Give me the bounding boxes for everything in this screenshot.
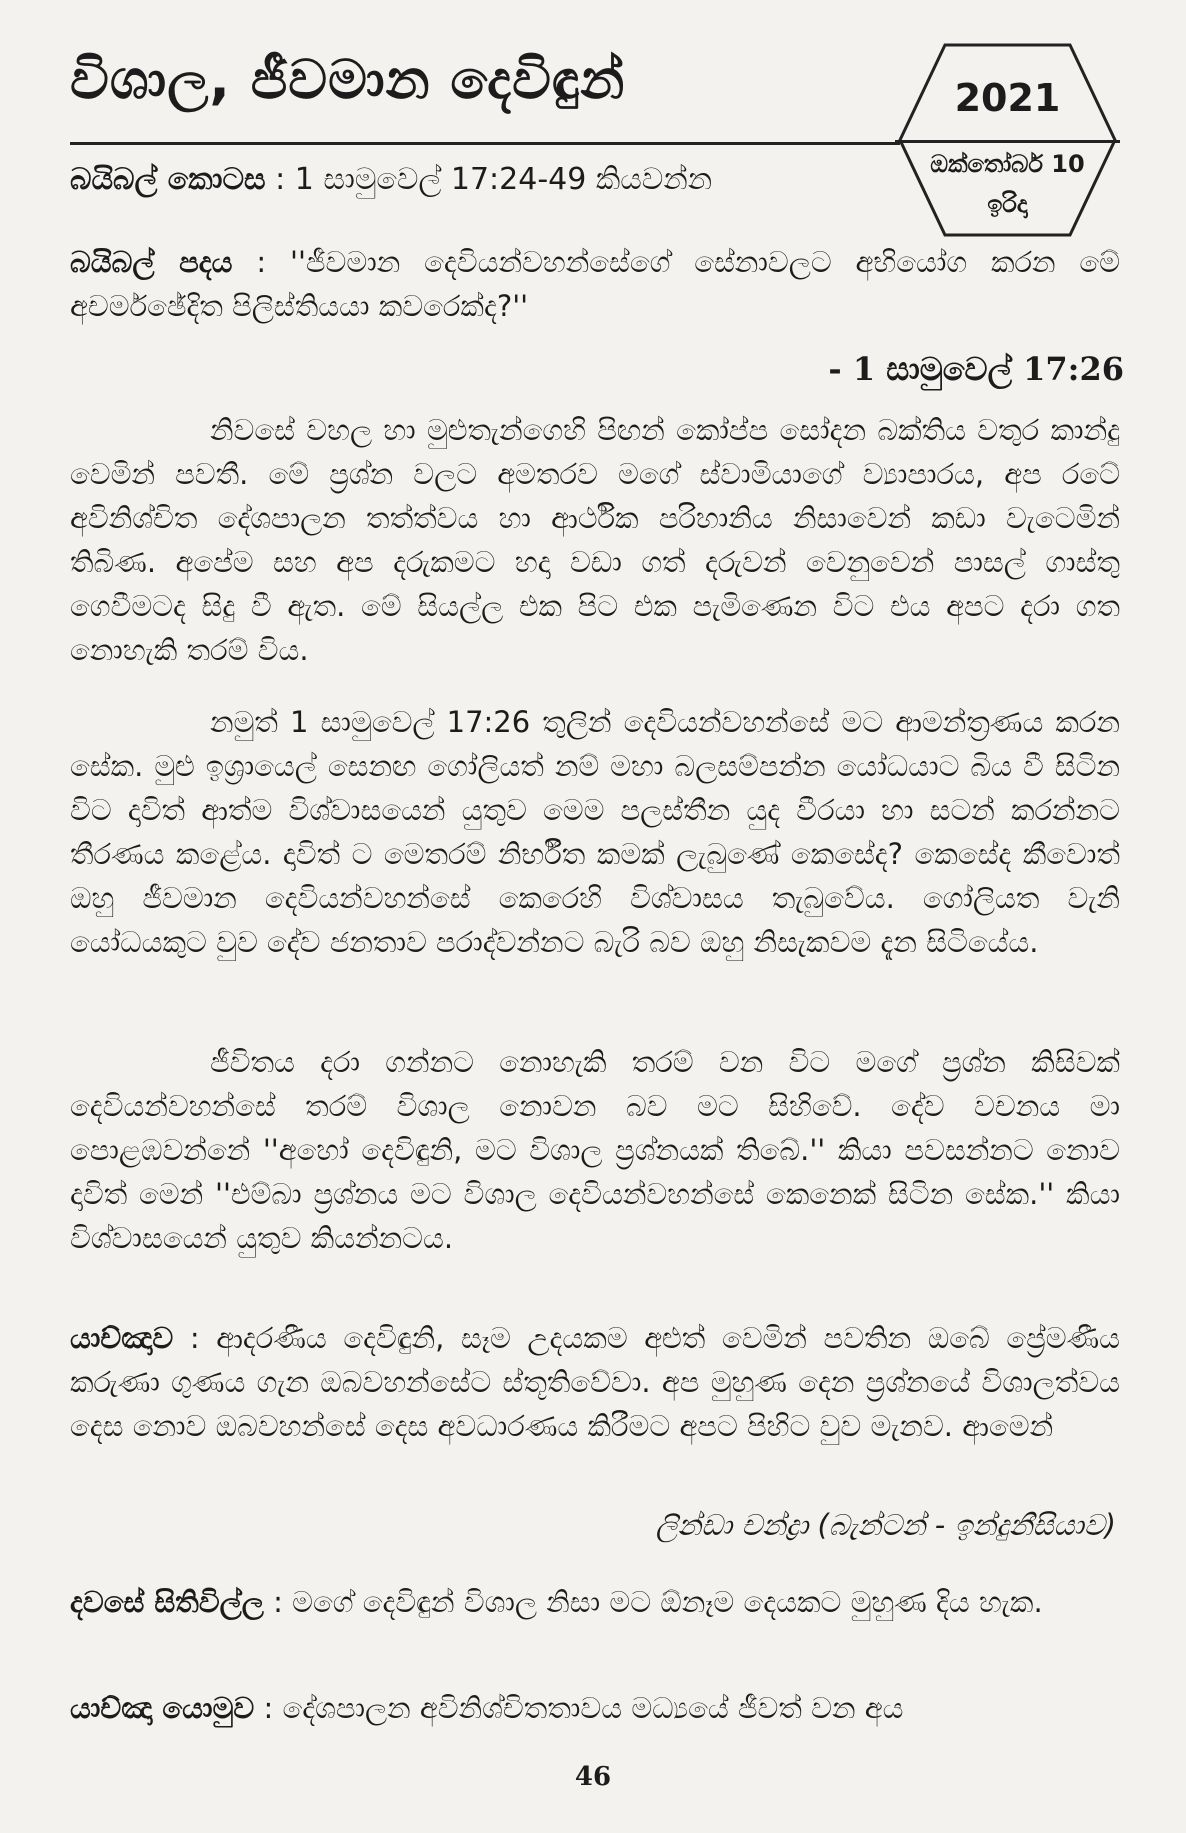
prayer-label: යාච්ඤාව bbox=[70, 1321, 174, 1355]
prayer-focus-label: යාච්ඤා යොමුව bbox=[70, 1691, 255, 1725]
thought-for-day bbox=[70, 1580, 1120, 1624]
date-day-month: ඔක්තෝබර් 10 bbox=[930, 150, 1085, 178]
bible-reading bbox=[70, 162, 712, 197]
body-paragraph-1: නිවසේ වහල හා මුළුතැන්ගෙහි පිඟන් කෝප්ප සෝදන බක්තිය වතුර කාන්දු වෙමින් පවතී. මේ ප්‍රශ්න වලට අමතරව මගේ ස්වාමියාගේ ව්‍යාපාරය, අප රටේ අවිනිශ්චිත දේශපාලන තත්ත්වය හා ආර්ථික පරිහානිය නිසාවෙන් කඩා වැටෙමින් තිබිණ. අපේම සහ අප දරුකමට හදා වඩා ගත් දරුවන් වෙනුවෙන් පාසල් ගාස්තු ගෙවීමටද සිදු වී ඇත. මේ සියල්ල එක පිට එක පැමිණෙන විට එය අපට දරා ගත නොහැකි තරම් විය. bbox=[70, 413, 1120, 667]
prayer-focus-text: : දේශපාලන අවිනිශ්චිතතාවය මධ්‍යයේ ජීවත් වන අය bbox=[263, 1691, 904, 1725]
page-number: 46 bbox=[574, 1762, 612, 1792]
prayer-text: : ආදරණීය දෙවිඳුනි, සෑම උදයකම අළුත් වෙමින් පවතින ඔබේ ප්‍රේමණීය කරුණා ගුණය ගැන ඔබවහන්සේට ස්තූතිවේවා. අප මුහුණ දෙන ප්‍රශ්නයේ විශාලත්වය දෙස නොව ඔබවහන්සේ දෙස අවධාරණය කිරීමට අපට පිහිට වුව මැනව. ආමෙන් bbox=[70, 1321, 1120, 1443]
prayer bbox=[70, 1316, 1120, 1448]
prayer-focus bbox=[70, 1686, 1120, 1730]
bible-reading-label: බයිබල් කොටස bbox=[70, 162, 266, 197]
thought-label: දවසේ සිතිවිල්ල bbox=[70, 1585, 264, 1619]
bible-reading-text: : 1 සාමුවෙල් 17:24-49 කියවන්න bbox=[275, 162, 713, 197]
date-weekday: ඉරිදා bbox=[987, 190, 1028, 218]
bible-verse-label: බයිබල් පදය bbox=[70, 245, 233, 279]
title-rule bbox=[70, 142, 900, 145]
verse-reference: - 1 සාමුවෙල් 17:26 bbox=[828, 350, 1124, 388]
author-credit: ලින්ඩා චන්ද්‍රා (බැන්ටන් - ඉන්දුනීසියාව) bbox=[655, 1508, 1116, 1542]
body-paragraph-2: නමුත් 1 සාමුවෙල් 17:26 තුලින් දෙවියන්වහන්සේ මට ආමන්ත්‍රණය කරන සේක. මුළු ඉශ්‍රායෙල් සෙනඟ ගෝලියත් නම් මහා බලසම්පන්න යෝධයාට බිය වී සිටින විට දාවිත් ආත්ම විශ්වාසයෙන් යුතුව මෙම පලස්තීන යුද වීරයා හා සටන් කරන්නට තීරණය කළේය. දාවිත් ට මෙතරම් නිර්භීත කමක් ලැබුණේ කෙසේද? කෙසේද කීවොත් ඔහු ජීවමාන දෙවියන්වහන්සේ කෙරෙහි විශ්වාසය තැබුවේය. ගෝලියත වැනි යෝධයකුට වුව දේව ජනතාව පරාද්වන්නට බැරි බව ඔහු නිසැකවම දැන සිටියේය. bbox=[70, 705, 1120, 959]
body-paragraph-3: ජීවිතය දරා ගන්නට නොහැකි තරම් වන විට මගේ ප්‍රශ්න කිසිවක් දෙවියන්වහන්සේ තරම් විශාල නොවන බව මට සිහිවේ. දේව වචනය මා පොළඹවන්නේ ''අහෝ දෙවිඳුනි, මට විශාල ප්‍රශ්නයක් තිබේ.'' කියා පවසන්නට නොව දාවිත් මෙන් ''එම්බා ප්‍රශ්නය මට විශාල දෙවියන්වහන්සේ කෙනෙක් සිටින සේක.'' කියා විශ්වාසයෙන් යුතුව කියන්නටය. bbox=[70, 1045, 1120, 1255]
date-year: 2021 bbox=[954, 76, 1061, 120]
bible-verse-text: : ''ජීවමාන දෙවියන්වහන්සේගේ සේනාවලට අභියෝග කරන මේ අචර්මඡේදිත පිලිස්තියයා කවරෙක්ද?'' bbox=[70, 245, 1121, 323]
page-title: විශාල, ජීවමාන දෙවිඳුන් bbox=[70, 48, 626, 111]
thought-text: : මගේ දෙවිඳුන් විශාල නිසා මට ඕනෑම දෙයකට මුහුණ දිය හැක. bbox=[273, 1585, 1043, 1619]
bible-verse bbox=[70, 240, 1120, 328]
date-badge bbox=[895, 40, 1120, 240]
date-divider bbox=[895, 140, 1120, 143]
